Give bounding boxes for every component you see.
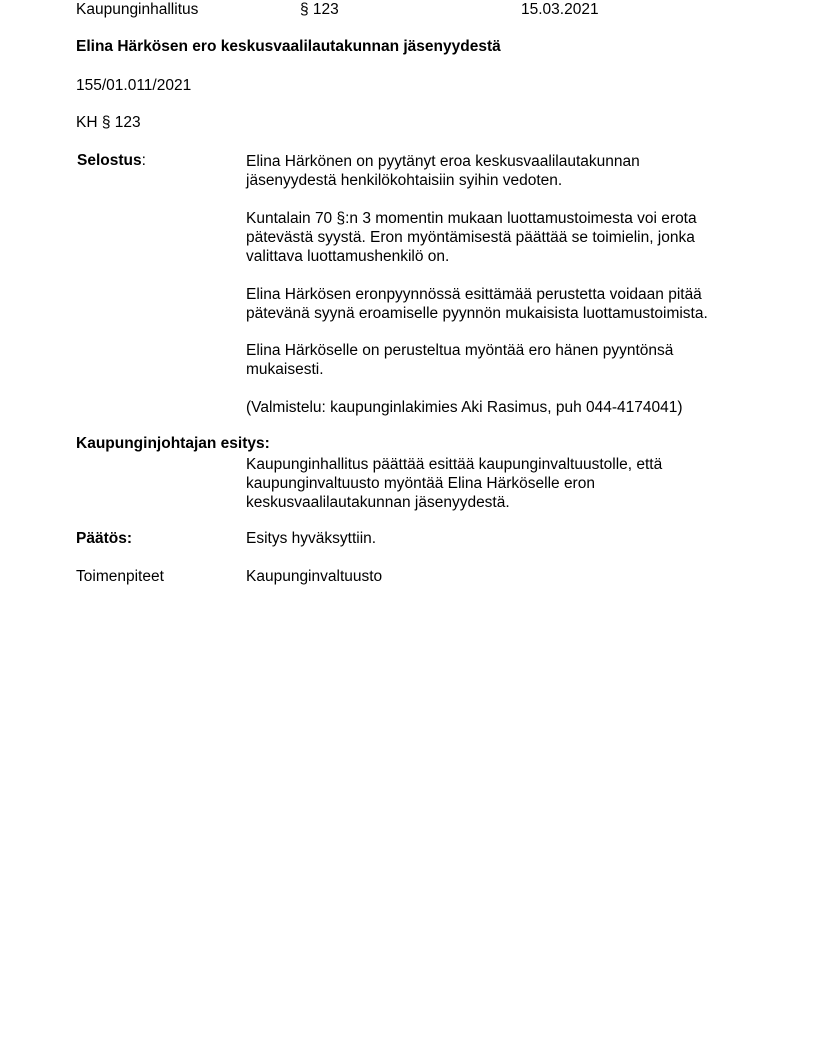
selostus-paragraph-1 <box>246 152 766 190</box>
paatos-text: Esitys hyväksyttiin. <box>246 530 377 547</box>
text-line: (Valmistelu: kaupunginlakimies Aki Rasimus, puh 044-4174041) <box>246 399 683 416</box>
text-line: jäsenyydestä henkilökohtaisiin syihin vedoten. <box>246 172 563 189</box>
text-line: Elina Härkönen on pyytänyt eroa keskusvaalilautakunnan <box>246 153 640 170</box>
text-line: pätevänä syynä eroamiselle pyynnön mukaisista luottamustoimista. <box>246 305 708 322</box>
paatos-label: Päätös: <box>76 530 132 547</box>
text-line: Elina Härkösen eronpyynnössä esittämää perustetta voidaan pitää <box>246 286 702 303</box>
text-line: Kaupunginhallitus päättää esittää kaupunginvaltuustolle, että <box>246 456 663 473</box>
text-line: Kuntalain 70 §:n 3 momentin mukaan luottamustoimesta voi erota <box>246 210 697 227</box>
text-line: pätevästä syystä. Eron myöntämisestä päättää se toimielin, jonka <box>246 229 695 246</box>
text-line: kaupunginvaltuusto myöntää Elina Härköselle eron <box>246 475 595 492</box>
selostus-paragraph-3 <box>246 285 766 323</box>
selostus-paragraph-2 <box>246 209 766 266</box>
toimenpiteet-label: Toimenpiteet <box>76 568 164 585</box>
esitys-label: Kaupunginjohtajan esitys: <box>76 435 270 452</box>
header-date: 15.03.2021 <box>521 1 599 18</box>
selostus-label-text: Selostus <box>77 152 142 169</box>
selostus-paragraph-4 <box>246 341 766 379</box>
text-line: mukaisesti. <box>246 361 324 378</box>
header-section: § 123 <box>300 1 339 18</box>
document-title: Elina Härkösen ero keskusvaalilautakunnan jäsenyydestä <box>76 38 501 55</box>
selostus-label-colon: : <box>141 152 146 169</box>
text-line: keskusvaalilautakunnan jäsenyydestä. <box>246 494 510 511</box>
selostus-paragraph-5 <box>246 398 766 417</box>
selostus-label <box>77 152 146 170</box>
text-line: Elina Härköselle on perusteltua myöntää ero hänen pyyntönsä <box>246 342 674 359</box>
kh-reference: KH § 123 <box>76 114 141 131</box>
toimenpiteet-text: Kaupunginvaltuusto <box>246 568 383 585</box>
text-line: valittava luottamushenkilö on. <box>246 248 450 265</box>
header-organ: Kaupunginhallitus <box>76 1 199 18</box>
esitys-text <box>246 455 766 512</box>
diary-number: 155/01.011/2021 <box>76 77 192 94</box>
